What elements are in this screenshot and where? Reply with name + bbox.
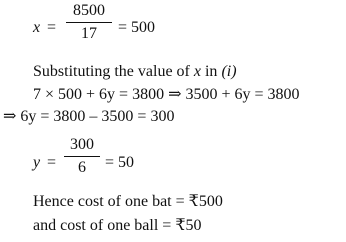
eq1-fraction-bar [66, 22, 112, 23]
substitution-text [33, 64, 237, 80]
eq4-equals: = [47, 154, 57, 171]
result-bat-cost: Hence cost of one bat = ₹500 [33, 193, 223, 210]
eq1-fraction [66, 3, 112, 42]
eq4-fraction-bar [64, 156, 100, 157]
eq1-numerator: 8500 [73, 2, 105, 19]
substitution-variable: x [193, 63, 201, 80]
eq1-denominator: 17 [81, 25, 97, 42]
eq4-numerator: 300 [70, 136, 94, 153]
eq2-expression: 7 × 500 + 6y = 3800 ⇒ 3500 + 6y = 3800 [33, 86, 300, 103]
eq4-rhs: = 50 [105, 154, 135, 171]
eq4-denominator: 6 [78, 159, 86, 176]
eq1-rhs: = 500 [118, 19, 156, 36]
substitution-in: in [200, 63, 222, 80]
eq1-lhs-variable: x [33, 19, 41, 36]
substitution-prefix: Substituting the value of [33, 63, 194, 80]
substitution-reference: (i) [221, 63, 237, 80]
result-ball-cost: and cost of one ball = ₹50 [33, 217, 202, 234]
eq3-expression: ⇒ 6y = 3800 – 3500 = 300 [3, 108, 175, 125]
eq4-fraction [64, 137, 100, 176]
eq1-equals: = [47, 19, 57, 36]
eq4-lhs-variable: y [33, 154, 41, 171]
